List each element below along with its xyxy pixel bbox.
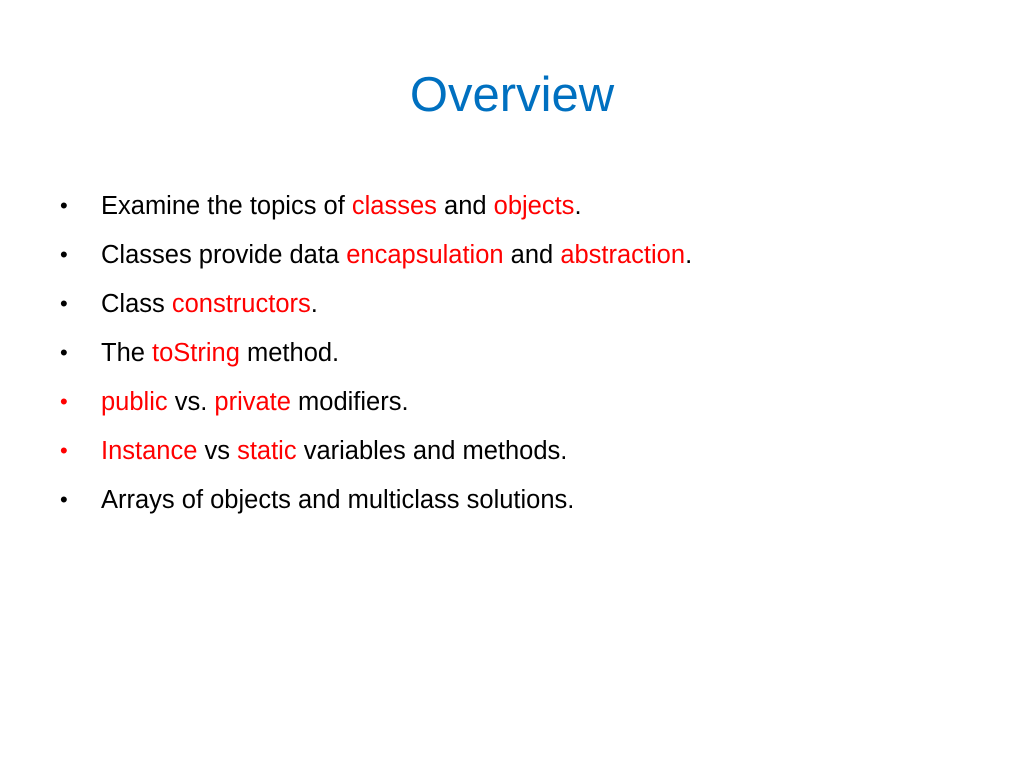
list-item xyxy=(60,281,980,330)
slide-title: Overview xyxy=(409,68,615,122)
text-segment: and xyxy=(503,241,561,269)
text-segment: and xyxy=(436,192,494,220)
bullet-icon: • xyxy=(60,193,68,218)
highlighted-term: objects xyxy=(493,192,575,220)
highlighted-term: private xyxy=(214,388,291,416)
text-segment: modifiers. xyxy=(290,388,409,416)
text-segment: vs. xyxy=(167,388,215,416)
list-item xyxy=(60,183,980,232)
bullet-icon: • xyxy=(60,340,68,365)
bullet-icon: • xyxy=(60,242,68,267)
text-segment: method. xyxy=(239,339,340,367)
highlighted-term: static xyxy=(237,437,297,465)
list-item xyxy=(60,232,980,281)
text-segment: vs xyxy=(197,437,238,465)
list-item xyxy=(60,428,980,477)
text-segment: . xyxy=(574,192,582,220)
bullet-text xyxy=(101,232,692,278)
highlighted-term: public xyxy=(101,388,168,416)
highlighted-term: Instance xyxy=(101,437,198,465)
text-segment: The xyxy=(101,339,153,367)
bullet-icon: • xyxy=(60,389,68,414)
text-segment: Class xyxy=(101,290,172,318)
bullet-list xyxy=(60,183,980,526)
text-segment: variables and methods. xyxy=(296,437,568,465)
list-item xyxy=(60,330,980,379)
bullet-icon: • xyxy=(60,487,68,512)
text-segment: Arrays of objects and multiclass solutions. xyxy=(101,486,575,514)
bullet-icon: • xyxy=(60,291,68,316)
list-item xyxy=(60,379,980,428)
list-item xyxy=(60,477,980,526)
text-segment: . xyxy=(310,290,318,318)
highlighted-term: encapsulation xyxy=(346,241,504,269)
bullet-text xyxy=(101,428,567,474)
text-segment: Examine the topics of xyxy=(101,192,352,220)
bullet-text xyxy=(101,477,574,523)
text-segment: . xyxy=(685,241,693,269)
highlighted-term: classes xyxy=(351,192,437,220)
highlighted-term: constructors xyxy=(171,290,311,318)
bullet-text xyxy=(101,281,318,327)
text-segment: Classes provide data xyxy=(101,241,347,269)
highlighted-term: toString xyxy=(152,339,240,367)
bullet-text xyxy=(101,330,339,376)
highlighted-term: abstraction xyxy=(560,241,686,269)
bullet-text xyxy=(101,379,409,425)
bullet-text xyxy=(101,183,582,229)
bullet-icon: • xyxy=(60,438,68,463)
